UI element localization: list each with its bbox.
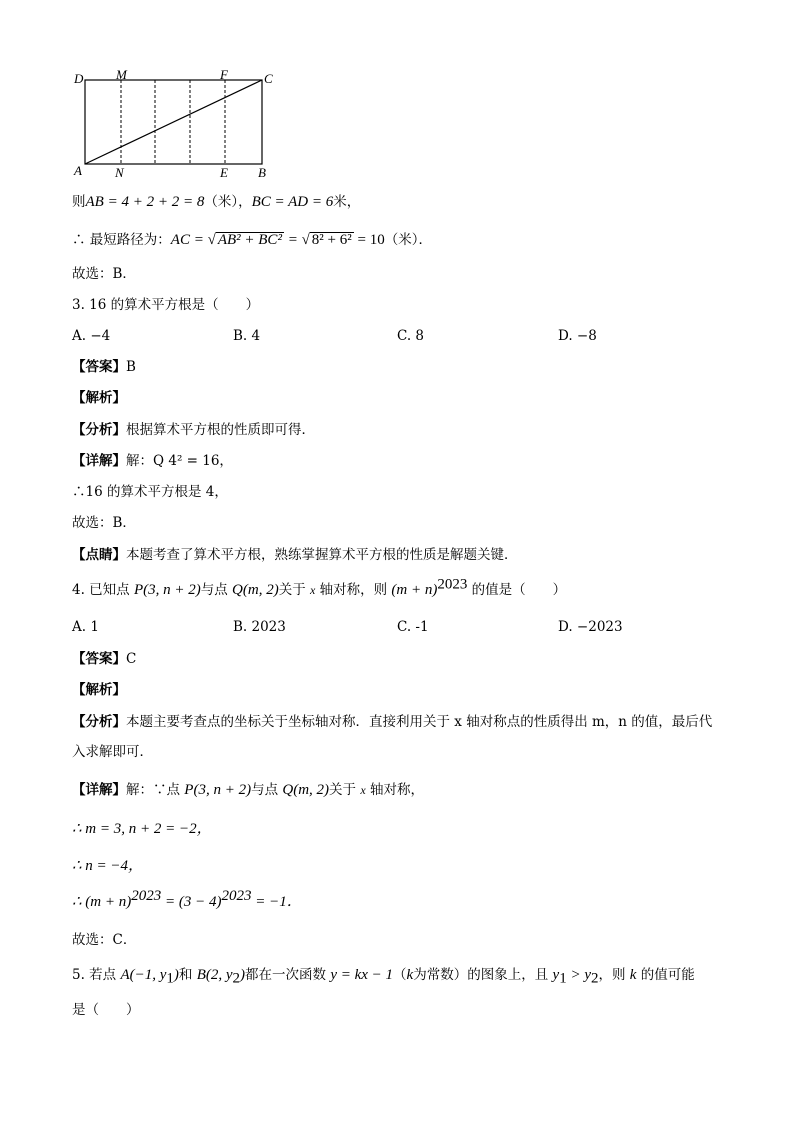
label-d: D xyxy=(74,71,84,86)
label-m: M xyxy=(116,67,127,82)
q4-step-1: ∴ m = 3, n + 2 = −2， xyxy=(72,821,212,837)
q4-answer: 【答案】C xyxy=(72,651,137,667)
q4-jiexi: 【解析】 xyxy=(72,682,126,698)
q4-option-d: D. −2023 xyxy=(558,619,623,635)
q4-step-2: ∴ n = −4， xyxy=(72,858,144,874)
q3-detail-line-2: ∴16 的算术平方根是 4， xyxy=(72,484,228,500)
diagonal-ac xyxy=(85,80,262,164)
label-c: C xyxy=(264,71,273,86)
q3-answer: 【答案】B xyxy=(72,359,136,375)
calc-line-ab: 则AB = 4 + 2 + 2 = 8（米），BC = AD = 6米， xyxy=(72,194,361,210)
q3-option-c: C. 8 xyxy=(397,328,425,344)
q3-jiexi: 【解析】 xyxy=(72,390,126,406)
q4-fenxi: 【分析】本题主要考查点的坐标关于坐标轴对称．直接利用关于 x 轴对称点的性质得出 m，n 的值，最后代 xyxy=(72,714,713,730)
q4-option-b: B. 2023 xyxy=(233,619,286,635)
q3-option-d: D. −8 xyxy=(558,328,597,344)
q3-fenxi: 【分析】根据算术平方根的性质即可得． xyxy=(72,422,315,438)
label-f: F xyxy=(220,67,228,82)
label-n: N xyxy=(115,165,124,180)
q4-detail: 【详解】解：∵点 P(3, n + 2)与点 Q(m, 2)关于 x 轴对称， xyxy=(72,782,424,798)
q3-dianjing: 【点睛】本题考查了算术平方根，熟练掌握算术平方根的性质是解题关键． xyxy=(72,547,518,563)
q3-option-b: B. 4 xyxy=(233,328,261,344)
question-5-line-2: 是（ ） xyxy=(72,1002,140,1018)
rectangle-figure xyxy=(70,64,290,182)
q4-fenxi-line-2: 入求解即可． xyxy=(72,744,153,760)
q4-step-3: ∴ $(m + n)^{2023} = (3 - 4)^{2023} = -1$． xyxy=(72,888,302,910)
label-e: E xyxy=(220,165,228,180)
label-a: A xyxy=(74,163,82,178)
question-5-stem: 5. 若点 A(−1, $y_1$)和 B(2, $y_2$)都在一次函数 y = kx − 1（k为常数）的图象上，且 $y_1 > y_2$，则 k 的值可能 xyxy=(72,967,695,987)
q4-option-a: A. 1 xyxy=(72,619,99,635)
q3-detail: 【详解】解：Q 4² = 16， xyxy=(72,453,233,469)
label-b: B xyxy=(258,165,266,180)
q4-choice: 故选：C． xyxy=(72,932,137,948)
q4-option-c: C. -1 xyxy=(397,619,429,635)
choice-line-1: 故选：B． xyxy=(72,266,136,282)
q3-option-a: A. −4 xyxy=(72,328,111,344)
question-3-stem: 3. 16 的算术平方根是（ ） xyxy=(72,297,260,313)
question-4-stem: 4. 已知点 P(3, n + 2)与点 Q(m, 2)关于 x 轴对称，则 $(m + n)^{2023}$ 的值是（ ） xyxy=(72,576,567,598)
q3-detail-line-3: 故选：B． xyxy=(72,515,136,531)
calc-line-ac: ∴ 最短路径为：AC = √ AB² + BC² = √ 8² + 6² = 10（米）． xyxy=(72,232,432,248)
